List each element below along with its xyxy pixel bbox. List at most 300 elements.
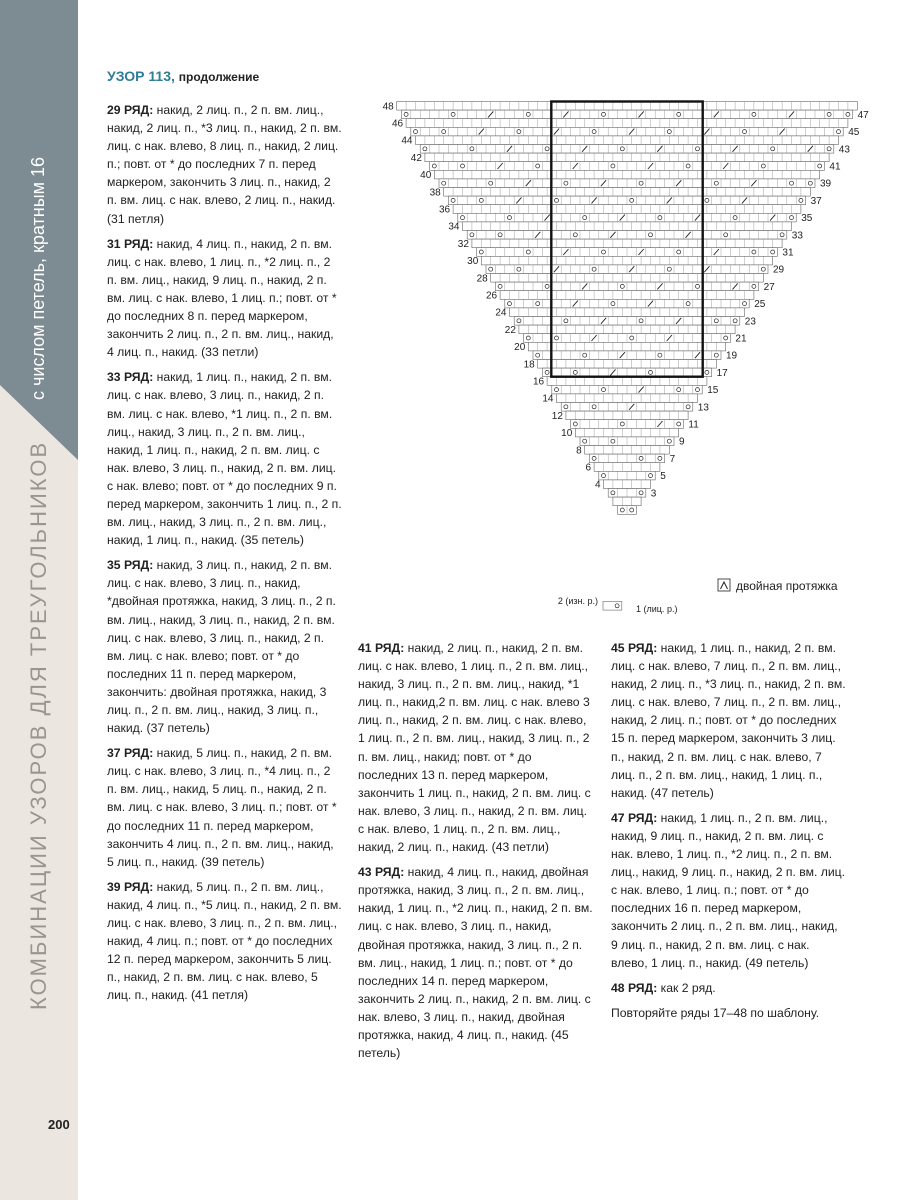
yarn-over-mark [451, 112, 455, 116]
chart-row [613, 497, 641, 506]
yarn-over-mark [555, 388, 559, 392]
yarn-over-mark [423, 147, 427, 151]
yarn-over-mark [564, 319, 568, 323]
chart-row [599, 471, 655, 480]
row-text: накид, 5 лиц. п., накид, 2 п. вм. лиц. с нак. влево, 3 лиц. п., *4 лиц. п., 2 п. вм. лиц., накид, 5 лиц. п., накид, 2 п. вм. лиц. с нак. влево, 3 лиц. п.; повт. от * до последних 11 п. перед маркером, закончить 4 лиц. п., 2 п. вм. лиц., накид, 5 лиц. п., накид. (39 петель) [107, 746, 337, 869]
yarn-over-mark [526, 112, 530, 116]
decrease-mark [667, 197, 672, 203]
chart-row [510, 308, 745, 317]
chart-row [411, 127, 843, 136]
yarn-over-mark [461, 164, 465, 168]
legend-label: двойная протяжка [736, 579, 838, 593]
row-number-right: 37 [810, 195, 822, 207]
decrease-mark [488, 111, 493, 117]
page-number: 200 [48, 1117, 70, 1132]
yarn-over-mark [414, 130, 418, 134]
decrease-mark [733, 283, 738, 289]
yarn-over-mark [677, 422, 681, 426]
repeat-frame [551, 102, 702, 377]
row-number-left: 38 [429, 187, 441, 199]
chart-row [401, 110, 852, 119]
row-label: 29 РЯД: [107, 103, 154, 117]
decrease-mark [723, 163, 728, 169]
yarn-over-mark [667, 439, 671, 443]
chart-row [397, 102, 858, 111]
decrease-mark [592, 197, 597, 203]
row-instruction [611, 639, 846, 802]
row-number-left: 44 [401, 135, 413, 147]
yarn-over-mark [630, 336, 634, 340]
yarn-over-mark [573, 422, 577, 426]
yarn-over-mark [517, 130, 521, 134]
row-number-left: 34 [448, 221, 460, 233]
row-label: 47 РЯД: [611, 810, 658, 825]
chart-row [571, 420, 684, 429]
row-text: накид, 4 лиц. п., накид, двойная протяжка, накид, 3 лиц. п., 2 п. вм. лиц., накид, 1 лиц. п., *2 лиц. п., накид, 2 п. вм. лиц. с нак. влево, 3 лиц. п., накид, двойная протяжка, накид, 3 лиц. п., 2 п. вм. лиц., накид, 1 лиц. п.; повт. от * до последних 14 п. перед маркером, закончить 2 лиц. п., накид, 2 п. вм. лиц. с нак. влево, 3 лиц. п., накид, двойная протяжка, накид, 4 лиц. п., накид. (45 петель) [358, 865, 593, 1061]
chart-row [453, 205, 801, 214]
row-number-left: 20 [514, 342, 526, 354]
row-number-right: 41 [829, 161, 841, 173]
pattern-title-main: УЗОР 113, [107, 68, 175, 84]
chart-row [448, 196, 805, 205]
chart-row [580, 437, 674, 446]
yarn-over-mark [761, 267, 765, 271]
row-instruction [107, 101, 342, 228]
decrease-mark [479, 129, 484, 135]
yarn-over-mark [677, 112, 681, 116]
yarn-over-mark [470, 147, 474, 151]
pattern-title-sub: продолжение [178, 70, 260, 84]
yarn-over-mark [470, 233, 474, 237]
yarn-over-mark [602, 388, 606, 392]
yarn-over-mark [714, 319, 718, 323]
row-label: 41 РЯД: [358, 641, 405, 655]
yarn-over-mark [639, 456, 643, 460]
section-subtitle: с числом петель, кратным 16 [28, 156, 48, 400]
chart-row [547, 377, 707, 386]
decrease-mark [601, 318, 606, 324]
yarn-over-mark [611, 302, 615, 306]
row-number-right: 45 [848, 127, 860, 139]
yarn-over-mark [696, 388, 700, 392]
row-number-left: 18 [523, 359, 535, 371]
row-number-left: 6 [585, 462, 592, 474]
row-label: 45 РЯД: [611, 641, 658, 655]
row-number-right: 33 [791, 230, 803, 242]
decrease-mark [545, 215, 550, 221]
yarn-over-mark [451, 198, 455, 202]
decrease-mark [751, 180, 756, 186]
chart-row [566, 411, 688, 420]
chart-row [477, 248, 778, 257]
yarn-over-mark [771, 147, 775, 151]
row-number-right: 21 [735, 333, 747, 345]
decrease-mark [610, 369, 615, 375]
chart-row [594, 463, 660, 472]
row-number-left: 32 [457, 238, 469, 250]
yarn-over-mark [790, 216, 794, 220]
row-number-right: 7 [669, 453, 676, 465]
row-instruction [611, 809, 846, 972]
yarn-over-mark [602, 112, 606, 116]
row-number-right: 27 [763, 281, 775, 293]
yarn-over-mark [555, 336, 559, 340]
decrease-mark [507, 146, 512, 152]
yarn-over-mark [592, 267, 596, 271]
decrease-mark [648, 301, 653, 307]
yarn-over-mark [508, 216, 512, 220]
row-number-left: 46 [391, 118, 404, 130]
decrease-mark [714, 111, 719, 117]
row-label: 31 РЯД: [107, 236, 154, 251]
yarn-over-mark [620, 508, 624, 512]
right-side-label: 1 (лиц. р.) [636, 604, 678, 614]
yarn-over-mark [780, 233, 784, 237]
yarn-over-mark [479, 198, 483, 202]
chart-row [618, 506, 637, 515]
decrease-mark [639, 249, 644, 255]
row-label: 33 РЯД: [107, 370, 154, 385]
yarn-over-mark [733, 319, 737, 323]
yarn-over-mark [583, 439, 587, 443]
decrease-mark [563, 249, 568, 255]
decrease-mark [733, 146, 738, 152]
yarn-over-mark [743, 130, 747, 134]
row-number-right: 5 [660, 471, 666, 483]
yarn-over-mark [564, 405, 568, 409]
row-instruction [358, 863, 593, 1062]
row-number-right: 15 [707, 385, 719, 397]
yarn-over-mark [808, 181, 812, 185]
chart-row [434, 170, 819, 179]
decrease-mark [676, 318, 681, 324]
yarn-over-mark [526, 336, 530, 340]
yarn-over-mark [649, 370, 653, 374]
yarn-over-mark [573, 233, 577, 237]
yarn-over-mark [630, 198, 634, 202]
decrease-mark [704, 129, 709, 135]
decrease-mark [695, 352, 700, 358]
yarn-over-mark [517, 319, 521, 323]
chart-row [561, 403, 693, 412]
decrease-mark [592, 335, 597, 341]
yarn-over-mark [620, 422, 624, 426]
decrease-mark [648, 163, 653, 169]
yarn-over-mark [583, 216, 587, 220]
yarn-over-mark [658, 353, 662, 357]
chart-row [524, 334, 731, 343]
yarn-over-mark [818, 164, 822, 168]
chart-row [500, 291, 754, 300]
yarn-over-mark [639, 491, 643, 495]
row-number-left: 28 [476, 273, 488, 285]
yarn-over-mark [686, 164, 690, 168]
yarn-over-mark [442, 130, 446, 134]
chart-row [416, 136, 839, 145]
row-label: 43 РЯД: [358, 865, 405, 880]
chart-row [481, 256, 772, 265]
decrease-mark [554, 266, 559, 272]
yarn-over-mark [620, 147, 624, 151]
yarn-over-mark [517, 267, 521, 271]
row-number-left: 24 [495, 307, 507, 319]
yarn-over-mark [620, 284, 624, 288]
row-number-left: 30 [467, 256, 479, 268]
yarn-over-mark [592, 405, 596, 409]
pattern-title [107, 68, 259, 84]
sidebar [0, 0, 78, 1200]
yarn-over-mark [733, 216, 737, 220]
yarn-over-mark [649, 474, 653, 478]
row-number-right: 25 [754, 299, 766, 311]
row-instruction [107, 235, 342, 362]
yarn-over-mark [705, 198, 709, 202]
yarn-over-mark [667, 130, 671, 134]
decrease-mark [573, 163, 578, 169]
decrease-mark [629, 129, 634, 135]
yarn-over-mark [714, 353, 718, 357]
row-number-left: 4 [594, 479, 601, 491]
row-number-right: 3 [650, 488, 657, 500]
row-number-left: 42 [410, 152, 422, 164]
chart-row [463, 222, 792, 231]
yarn-over-mark [545, 147, 549, 151]
row-number-right: 39 [820, 178, 832, 190]
chart-row [519, 325, 735, 334]
decrease-mark [657, 421, 662, 427]
row-number-right: 9 [679, 436, 685, 448]
chart-row [486, 265, 768, 274]
yarn-over-mark [536, 353, 540, 357]
yarn-over-mark [724, 233, 728, 237]
yarn-over-mark [696, 284, 700, 288]
row-text: накид, 4 лиц. п., накид, 2 п. вм. лиц. с нак. влево, 1 лиц. п., *2 лиц. п., 2 п. вм. лиц., накид, 9 лиц. п., накид, 2 п. вм. лиц. с нак. влево, 1 лиц. п.; повт. от * до последних 8 п. перед маркером, закончить 2 лиц. п., 2 п. вм. лиц., накид, 4 лиц. п., накид. (33 петли) [107, 236, 337, 360]
yarn-over-mark [752, 112, 756, 116]
yarn-over-mark [705, 370, 709, 374]
chart-row [430, 162, 825, 171]
yarn-over-mark [432, 164, 436, 168]
yarn-over-mark [404, 112, 408, 116]
yarn-over-mark [545, 284, 549, 288]
yarn-over-mark [771, 250, 775, 254]
chart-row [575, 428, 678, 437]
row-number-left: 16 [532, 376, 545, 388]
row-number-left: 48 [382, 101, 394, 113]
yarn-over-mark [837, 130, 841, 134]
row-instruction [107, 744, 342, 871]
decrease-mark [526, 180, 531, 186]
decrease-mark [657, 146, 662, 152]
chart-row [472, 239, 782, 248]
chart-legend [718, 579, 838, 593]
decrease-mark [808, 146, 813, 152]
decrease-mark [610, 232, 615, 238]
row-text: накид, 5 лиц. п., 2 п. вм. лиц., накид, 4 лиц. п., *5 лиц. п., накид, 2 п. вм. лиц. с нак. влево, 3 лиц. п., 2 п. вм. лиц., накид, 4 лиц. п.; повт. от * до последних 12 п. перед маркером, закончить 5 лиц. п., накид, 2 п. вм. лиц. с нак. влево, 5 лиц. п., накид. (41 петля) [107, 879, 342, 1003]
chart-row [538, 360, 717, 369]
decrease-mark [770, 215, 775, 221]
decrease-mark [742, 197, 747, 203]
decrease-mark [639, 387, 644, 393]
yarn-over-mark [536, 302, 540, 306]
yarn-over-mark [714, 181, 718, 185]
row-number-left: 36 [438, 204, 451, 216]
chart-row [552, 385, 702, 394]
yarn-over-mark [545, 370, 549, 374]
row-instruction [107, 368, 342, 549]
row-number-right: 31 [782, 247, 794, 259]
chart-row [439, 179, 815, 188]
row-number-right: 35 [801, 213, 813, 225]
chart-row [467, 231, 787, 240]
chart-row [603, 602, 622, 611]
chart-row [458, 213, 796, 222]
yarn-over-mark [479, 250, 483, 254]
row-label: 39 РЯД: [107, 879, 154, 894]
yarn-over-mark [498, 284, 502, 288]
decrease-mark [601, 180, 606, 186]
row-text: накид, 2 лиц. п., 2 п. вм. лиц., накид, 2 лиц. п., *3 лиц. п., накид, 2 п. вм. лиц. с нак. влево, 8 лиц. п., накид, 2 лиц. п.; повт. от * до последних 7 п. перед маркером, закончить 3 лиц. п., накид, 2 п. вм. лиц. с нак. влево, 2 лиц. п., накид. (31 петля) [107, 103, 342, 226]
chart-row [514, 317, 740, 326]
row-text: как 2 ряд. [660, 980, 716, 995]
decrease-mark [695, 215, 700, 221]
decrease-mark [582, 146, 587, 152]
chart-row [425, 153, 829, 162]
instructions-column-2 [358, 639, 593, 1069]
decrease-mark [676, 180, 681, 186]
decrease-mark [657, 283, 662, 289]
decrease-mark [714, 249, 719, 255]
row-number-left: 40 [420, 170, 432, 182]
decrease-mark [667, 335, 672, 341]
yarn-over-mark [639, 181, 643, 185]
row-label: 37 РЯД: [107, 746, 154, 761]
yarn-over-mark [526, 250, 530, 254]
chart-row [491, 274, 764, 283]
double-decrease-icon [718, 579, 730, 591]
row-label: 35 РЯД: [107, 558, 154, 573]
row-number-right: 13 [697, 402, 709, 414]
row-instruction [107, 556, 342, 737]
yarn-over-mark [602, 474, 606, 478]
decrease-mark [620, 352, 625, 358]
yarn-over-mark [677, 388, 681, 392]
yarn-over-mark [658, 216, 662, 220]
yarn-over-mark [536, 164, 540, 168]
yarn-over-mark [827, 147, 831, 151]
decrease-mark [629, 266, 634, 272]
chart-row [585, 446, 670, 455]
yarn-over-mark [799, 198, 803, 202]
decrease-mark [573, 301, 578, 307]
yarn-over-mark [677, 250, 681, 254]
yarn-over-mark [461, 216, 465, 220]
yarn-over-mark [827, 112, 831, 116]
decrease-mark [789, 111, 794, 117]
yarn-over-mark [611, 491, 615, 495]
repeat-note: Повторяйте ряды 17–48 по шаблону. [611, 1005, 820, 1020]
yarn-over-mark [761, 164, 765, 168]
yarn-over-mark [602, 250, 606, 254]
book-title: КОМБИНАЦИИ УЗОРОВ ДЛЯ ТРЕУГОЛЬНИКОВ [26, 440, 51, 1010]
yarn-over-mark [611, 164, 615, 168]
row-instruction [611, 979, 846, 997]
instructions-column-1 [107, 101, 342, 1012]
row-number-right: 29 [773, 264, 785, 276]
row-number-left: 8 [576, 445, 582, 457]
row-number-left: 12 [551, 410, 563, 422]
double-decrease-glyph [721, 582, 728, 589]
instructions-column-3 [611, 639, 846, 1029]
row-number-left: 22 [504, 324, 516, 336]
yarn-over-mark [489, 181, 493, 185]
yarn-over-mark [846, 112, 850, 116]
yarn-over-mark [498, 233, 502, 237]
decrease-mark [620, 215, 625, 221]
chart-row [542, 368, 711, 377]
row-numbers [383, 101, 870, 499]
chart-row [533, 351, 721, 360]
yarn-over-mark [489, 267, 493, 271]
yarn-over-mark [592, 456, 596, 460]
yarn-over-mark [592, 130, 596, 134]
yarn-over-mark [752, 250, 756, 254]
decrease-mark [639, 111, 644, 117]
row-number-left: 10 [561, 428, 573, 440]
chart-row [406, 119, 848, 128]
yarn-over-mark [573, 370, 577, 374]
decrease-mark [516, 197, 521, 203]
chart-grid [397, 102, 858, 515]
chart-row [505, 299, 749, 308]
decrease-mark [704, 266, 709, 272]
yarn-over-mark [630, 508, 634, 512]
row-number-right: 43 [838, 144, 850, 156]
row-text: накид, 1 лиц. п., накид, 2 п. вм. лиц. с нак. влево, 3 лиц. п., накид, 2 п. вм. лиц. с нак. влево, *1 лиц. п., 2 п. вм. лиц., накид, 3 лиц. п., 2 п. вм. лиц., накид, 1 лиц. п., накид, 2 п. вм. лиц. с нак. влево, 3 лиц. п., накид, 2 п. вм. лиц. с нак. влево; повт. от * до последних 9 п. перед маркером, закончить 1 лиц. п., 2 п. вм. лиц., накид, 3 лиц. п., 2 п. вм. лиц., накид, 1 лиц. п., накид. (35 петель) [107, 370, 342, 548]
yarn-over-mark [686, 302, 690, 306]
yarn-over-mark [667, 267, 671, 271]
yarn-over-mark [564, 181, 568, 185]
yarn-over-mark [508, 302, 512, 306]
row-text: накид, 2 лиц. п., накид, 2 п. вм. лиц. с нак. влево, 1 лиц. п., 2 п. вм. лиц., накид, 3 лиц. п., 2 п. вм. лиц., накид, *1 лиц. п., накид,2 п. вм. лиц. с нак. влево 3 лиц. п., накид, 2 п. вм. лиц. с нак. влево, 1 лиц. п., 2 п. вм. лиц., накид, 3 лиц. п., 2 п. вм. лиц., накид; повт. от * до последних 13 п. перед маркером, закончить 1 лиц. п., накид, 2 п. вм. лиц. с нак. влево, 3 лиц. п., накид, 2 п. вм. лиц. с нак. влево, 1 лиц. п., 2 п. вм. лиц., накид, 2 лиц. п., накид. (43 петли) [358, 641, 591, 855]
yarn-over-mark [442, 181, 446, 185]
chart-row [604, 480, 651, 489]
row-instruction [107, 878, 342, 1005]
decrease-mark [582, 283, 587, 289]
row-number-right: 19 [726, 350, 738, 362]
wrong-side-label: 2 (изн. р.) [557, 596, 598, 606]
decrease-mark [629, 404, 634, 410]
decrease-mark [686, 232, 691, 238]
chart-row [495, 282, 758, 291]
chart-row [608, 489, 646, 498]
yarn-over-mark [752, 284, 756, 288]
yarn-over-mark [615, 604, 619, 608]
decrease-mark [554, 129, 559, 135]
chart-row [420, 145, 834, 154]
yarn-over-mark [658, 456, 662, 460]
row-number-right: 23 [744, 316, 756, 328]
yarn-over-mark [649, 233, 653, 237]
chart-row [444, 188, 811, 197]
chart-row [528, 342, 725, 351]
row-number-right: 47 [857, 109, 869, 121]
yarn-over-mark [724, 336, 728, 340]
chart-row [589, 454, 664, 463]
row-text: накид, 1 лиц. п., 2 п. вм. лиц., накид, 9 лиц. п., накид, 2 п. вм. лиц. с нак. влево, 1 лиц. п., *2 лиц. п., 2 п. вм. лиц., накид, 9 лиц. п., накид, 2 п. вм. лиц. с нак. влево, 1 лиц. п.; повт. от * до последних 16 п. перед маркером, закончить 2 лиц. п., 2 п. вм. лиц., накид, 9 лиц. п., накид, 2 п. вм. лиц. с нак. влево, 1 лиц. п., накид. (49 петель) [611, 810, 846, 970]
row-instruction [358, 639, 593, 856]
row-number-left: 14 [542, 393, 554, 405]
yarn-over-mark [611, 439, 615, 443]
